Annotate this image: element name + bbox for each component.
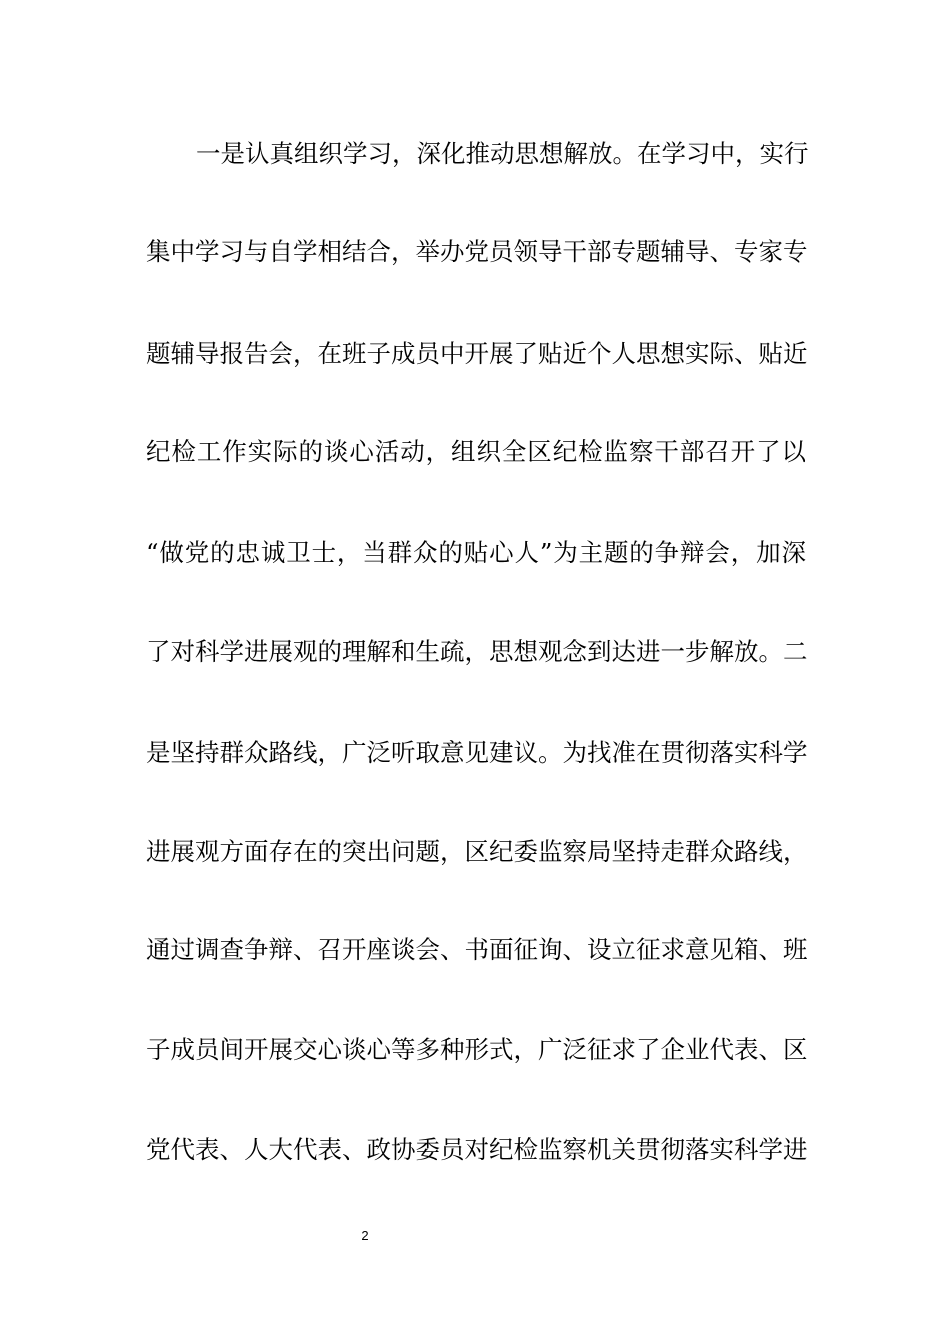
text-line-9: 通过调查争辩、召开座谈会、书面征询、设立征求意见箱、班 — [146, 935, 808, 964]
text-line-5: “做党的忠诚卫士，当群众的贴心人”为主题的争辩会，加深 — [146, 538, 806, 567]
text-line-11: 党代表、人大代表、政协委员对纪检监察机关贯彻落实科学进 — [146, 1135, 808, 1164]
text-line-1: 一是认真组织学习，深化推动思想解放。在学习中，实行 — [196, 139, 809, 168]
text-line-4: 纪检工作实际的谈心活动，组织全区纪检监察干部召开了以 — [146, 437, 806, 466]
page-number: 2 — [361, 1228, 369, 1243]
text-line-6: 了对科学进展观的理解和生疏，思想观念到达进一步解放。二 — [146, 637, 808, 666]
text-line-7: 是坚持群众路线，广泛听取意见建议。为找准在贯彻落实科学 — [146, 738, 808, 767]
text-line-10: 子成员间开展交心谈心等多种形式，广泛征求了企业代表、区 — [146, 1035, 808, 1064]
text-line-8: 进展观方面存在的突出问题，区纪委监察局坚持走群众路线， — [146, 837, 808, 866]
text-line-3: 题辅导报告会，在班子成员中开展了贴近个人思想实际、贴近 — [146, 339, 808, 368]
text-line-2: 集中学习与自学相结合，举办党员领导干部专题辅导、专家专 — [146, 237, 808, 266]
